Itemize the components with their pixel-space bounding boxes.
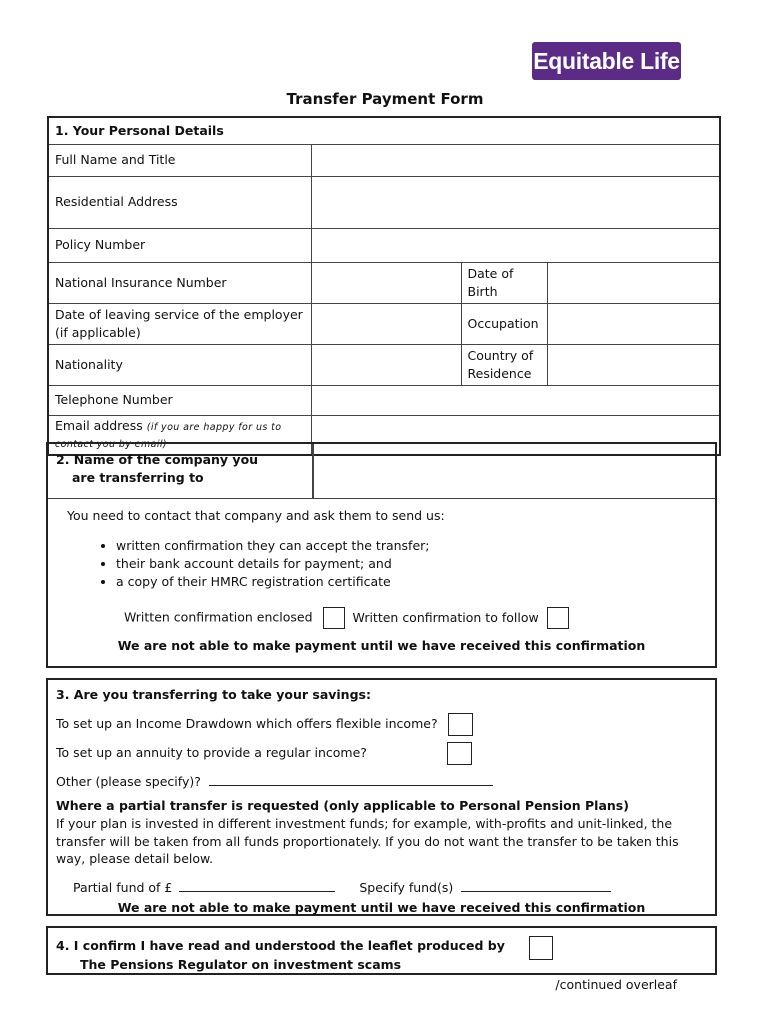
section4-line2: The Pensions Regulator on investment scams (80, 957, 402, 972)
telephone-field[interactable] (311, 385, 719, 415)
partial-heading: Where a partial transfer is requested (only applicable to Personal Pension Plans) (56, 798, 629, 813)
other-label: Other (please specify)? (56, 774, 201, 789)
partial-text: If your plan is invested in different investment funds; for example, with-profits and unit-linked, the transfer will be taken from all funds proportionately. If you do not want the transfer to be taken this way, please detail below. (56, 816, 679, 866)
section3-notice: We are not able to make payment until we have received this confirmation (117, 900, 646, 915)
company-row (48, 444, 715, 499)
requirements-list (48, 537, 715, 591)
occupation-label: Occupation (461, 303, 547, 344)
leaving-date-field[interactable] (311, 303, 461, 344)
list-item: • written confirmation they can accept the transfer; (116, 537, 715, 555)
dob-field[interactable] (547, 262, 719, 303)
specify-funds-field[interactable] (461, 879, 611, 892)
drawdown-row (56, 713, 473, 736)
nationality-field[interactable] (311, 344, 461, 385)
section-savings-purpose (46, 678, 717, 916)
occupation-field[interactable] (547, 303, 719, 344)
list-item: • their bank account details for payment; and (116, 555, 715, 573)
section2-intro: You need to contact that company and ask them to send us: (67, 508, 445, 523)
country-field[interactable] (547, 344, 719, 385)
section2-heading-line1: 2. Name of the company you (56, 452, 259, 467)
section-personal-details (47, 116, 721, 456)
section4-line1: 4. I confirm I have read and understood the leaflet produced by (56, 938, 505, 953)
dob-label: Date of Birth (461, 262, 547, 303)
company-name-field[interactable] (316, 446, 711, 496)
list-item: • a copy of their HMRC registration certificate (116, 573, 715, 591)
email-note: (if you are happy for us to contact you by email) (55, 421, 282, 450)
full-name-field[interactable] (311, 144, 719, 176)
confirmation-options (124, 607, 569, 629)
ni-number-label: National Insurance Number (49, 262, 311, 303)
address-label: Residential Address (49, 176, 311, 228)
partial-fund-label: Partial fund of £ (73, 880, 173, 895)
to-follow-label: Written confirmation to follow (352, 609, 539, 625)
specify-funds-label: Specify fund(s) (359, 880, 454, 895)
section2-heading (56, 451, 258, 487)
partial-fund-row (73, 879, 611, 895)
enclosed-checkbox[interactable] (323, 607, 345, 629)
other-field[interactable] (209, 773, 493, 786)
address-field[interactable] (311, 176, 719, 228)
section1-heading: 1. Your Personal Details (49, 118, 719, 144)
section2-heading-line2: are transferring to (72, 470, 204, 485)
partial-fund-field[interactable] (179, 879, 335, 892)
policy-number-label: Policy Number (49, 228, 311, 262)
scam-confirmation-checkbox[interactable] (529, 936, 553, 960)
drawdown-label: To set up an Income Drawdown which offers flexible income? (56, 716, 438, 731)
drawdown-checkbox[interactable] (448, 713, 473, 736)
continued-overleaf: /continued overleaf (555, 977, 677, 992)
section-company-transfer (46, 442, 717, 668)
annuity-label: To set up an annuity to provide a regular income? (56, 745, 367, 760)
section3-heading: 3. Are you transferring to take your savings: (56, 687, 371, 702)
nationality-label: Nationality (49, 344, 311, 385)
country-label: Country of Residence (461, 344, 547, 385)
to-follow-checkbox[interactable] (547, 607, 569, 629)
section2-notice: We are not able to make payment until we have received this confirmation (117, 638, 646, 653)
section-scam-confirmation (46, 926, 717, 975)
enclosed-label: Written confirmation enclosed (124, 609, 313, 625)
full-name-label: Full Name and Title (49, 144, 311, 176)
annuity-row (56, 742, 472, 765)
leaving-date-label: Date of leaving service of the employer (if applicable) (49, 303, 311, 344)
annuity-checkbox[interactable] (447, 742, 472, 765)
form-title: Transfer Payment Form (286, 90, 484, 108)
column-divider (312, 444, 314, 498)
policy-number-field[interactable] (311, 228, 719, 262)
other-row (56, 773, 493, 789)
email-label-text: Email address (55, 417, 143, 433)
ni-number-field[interactable] (311, 262, 461, 303)
telephone-label: Telephone Number (49, 385, 311, 415)
equitable-life-logo: Equitable Life (532, 42, 681, 80)
section4-text (56, 936, 505, 974)
